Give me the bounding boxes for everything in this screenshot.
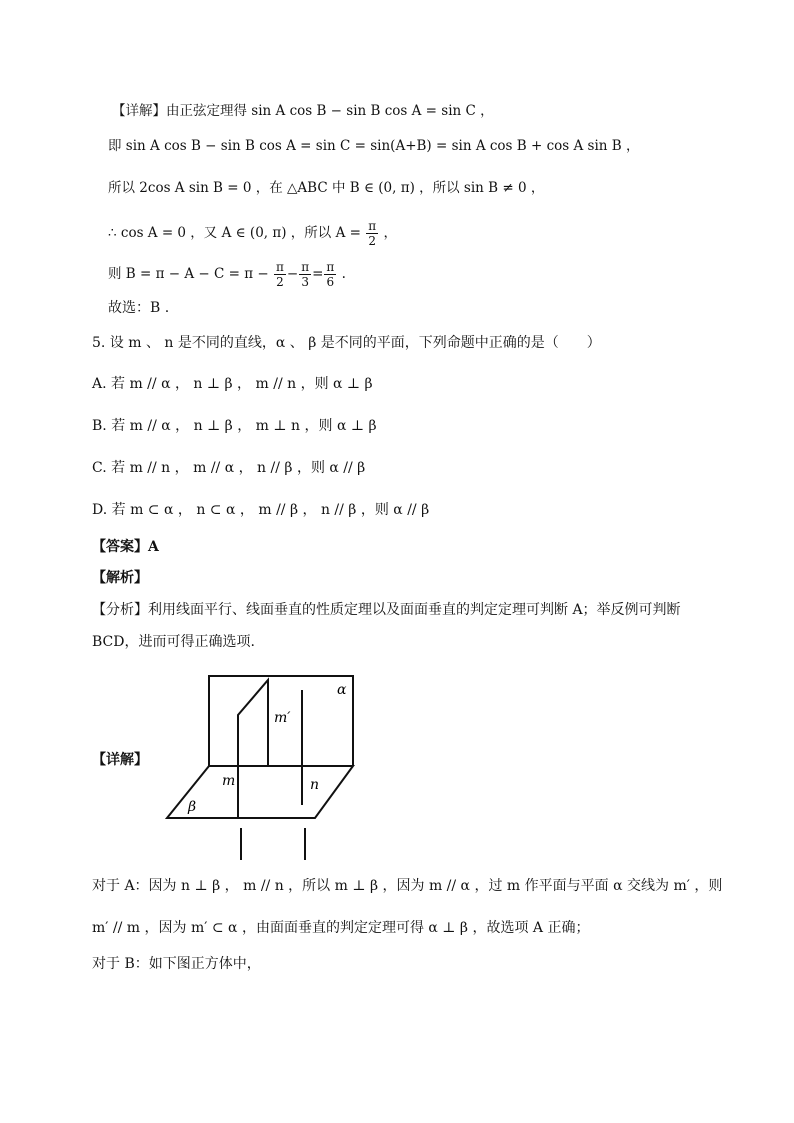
answer-label: 【答案】A: [92, 539, 159, 555]
label-alpha: α: [337, 682, 347, 698]
perpendicular-planes-figure: [160, 670, 360, 865]
fraction-numerator: π: [326, 260, 335, 274]
detail-line-4-end: ，: [383, 225, 397, 241]
fraction-denominator: 3: [301, 275, 309, 289]
choice-line: 故选：B .: [108, 300, 170, 316]
fraction-denominator: 2: [276, 275, 284, 289]
analysis-heading: 【解析】: [92, 570, 148, 586]
explanation-line-2: m′ // m ，因为 m′ ⊂ α ，由面面垂直的判定定理可得 α ⊥ β ，故选项 A 正确；: [92, 920, 590, 936]
detail-line-5-text: 则 B = π − A − C = π −: [108, 266, 269, 282]
fraction-pi-over-3: [299, 260, 311, 289]
detail-label: 【详解】: [92, 752, 148, 768]
fraction-numerator: π: [368, 219, 377, 233]
fraction-denominator: 6: [326, 275, 335, 289]
cutting-plane-outline: [238, 680, 268, 766]
label-n: n: [310, 777, 320, 793]
detail-line-4: [108, 216, 397, 250]
explanation-line-3: 对于 B：如下图正方体中，: [92, 956, 261, 972]
fraction-pi-over-2: [366, 219, 378, 248]
option-d: D. 若 m ⊂ α ， n ⊂ α ， m // β ， n // β ，则 α // β: [92, 502, 430, 518]
fraction-pi-over-2: [274, 260, 286, 289]
label-beta: β: [188, 799, 197, 815]
minus-sign: −: [286, 266, 299, 282]
explanation-line-1: 对于 A：因为 n ⊥ β ， m // n ，所以 m ⊥ β ，因为 m // α ，过 m 作平面与平面 α 交线为 m′ ，则: [92, 878, 723, 894]
detail-line-4-text: ∴ cos A = 0 ，又 A ∈ (0, π) ，所以 A =: [108, 225, 361, 241]
fraction-pi-over-6: [324, 260, 336, 289]
fraction-denominator: 2: [368, 234, 377, 248]
option-a: A. 若 m // α ， n ⊥ β ， m // n ，则 α ⊥ β: [92, 376, 373, 392]
question-stem: 5. 设 m 、 n 是不同的直线，α 、 β 是不同的平面，下列命题中正确的是（ ）: [92, 335, 601, 351]
option-b: B. 若 m // α ， n ⊥ β ， m ⊥ n ，则 α ⊥ β: [92, 418, 377, 434]
detail-line-5-end: .: [341, 266, 346, 282]
label-m: m: [222, 773, 236, 789]
detail-line-3: 所以 2cos A sin B = 0 ，在 △ABC 中 B ∈ (0, π) ，所以 sin B ≠ 0 ，: [108, 180, 545, 196]
option-c: C. 若 m // n ， m // α ， n // β ，则 α // β: [92, 460, 366, 476]
detail-line-1: 【详解】由正弦定理得 sin A cos B − sin B cos A = sin C ，: [112, 103, 494, 119]
detail-line-2: 即 sin A cos B − sin B cos A = sin C = sin(A+B) = sin A cos B + cos A sin B ，: [108, 138, 640, 154]
detail-line-5: [108, 257, 346, 291]
analysis-line-1: 【分析】利用线面平行、线面垂直的性质定理以及面面垂直的判定定理可判断 A；举反例可判断: [92, 602, 681, 618]
equals-sign: =: [312, 266, 324, 282]
fraction-numerator: π: [301, 260, 310, 274]
label-m-prime: m′: [274, 710, 291, 726]
fraction-numerator: π: [276, 260, 284, 274]
analysis-line-2: BCD，进而可得正确选项.: [92, 634, 255, 650]
